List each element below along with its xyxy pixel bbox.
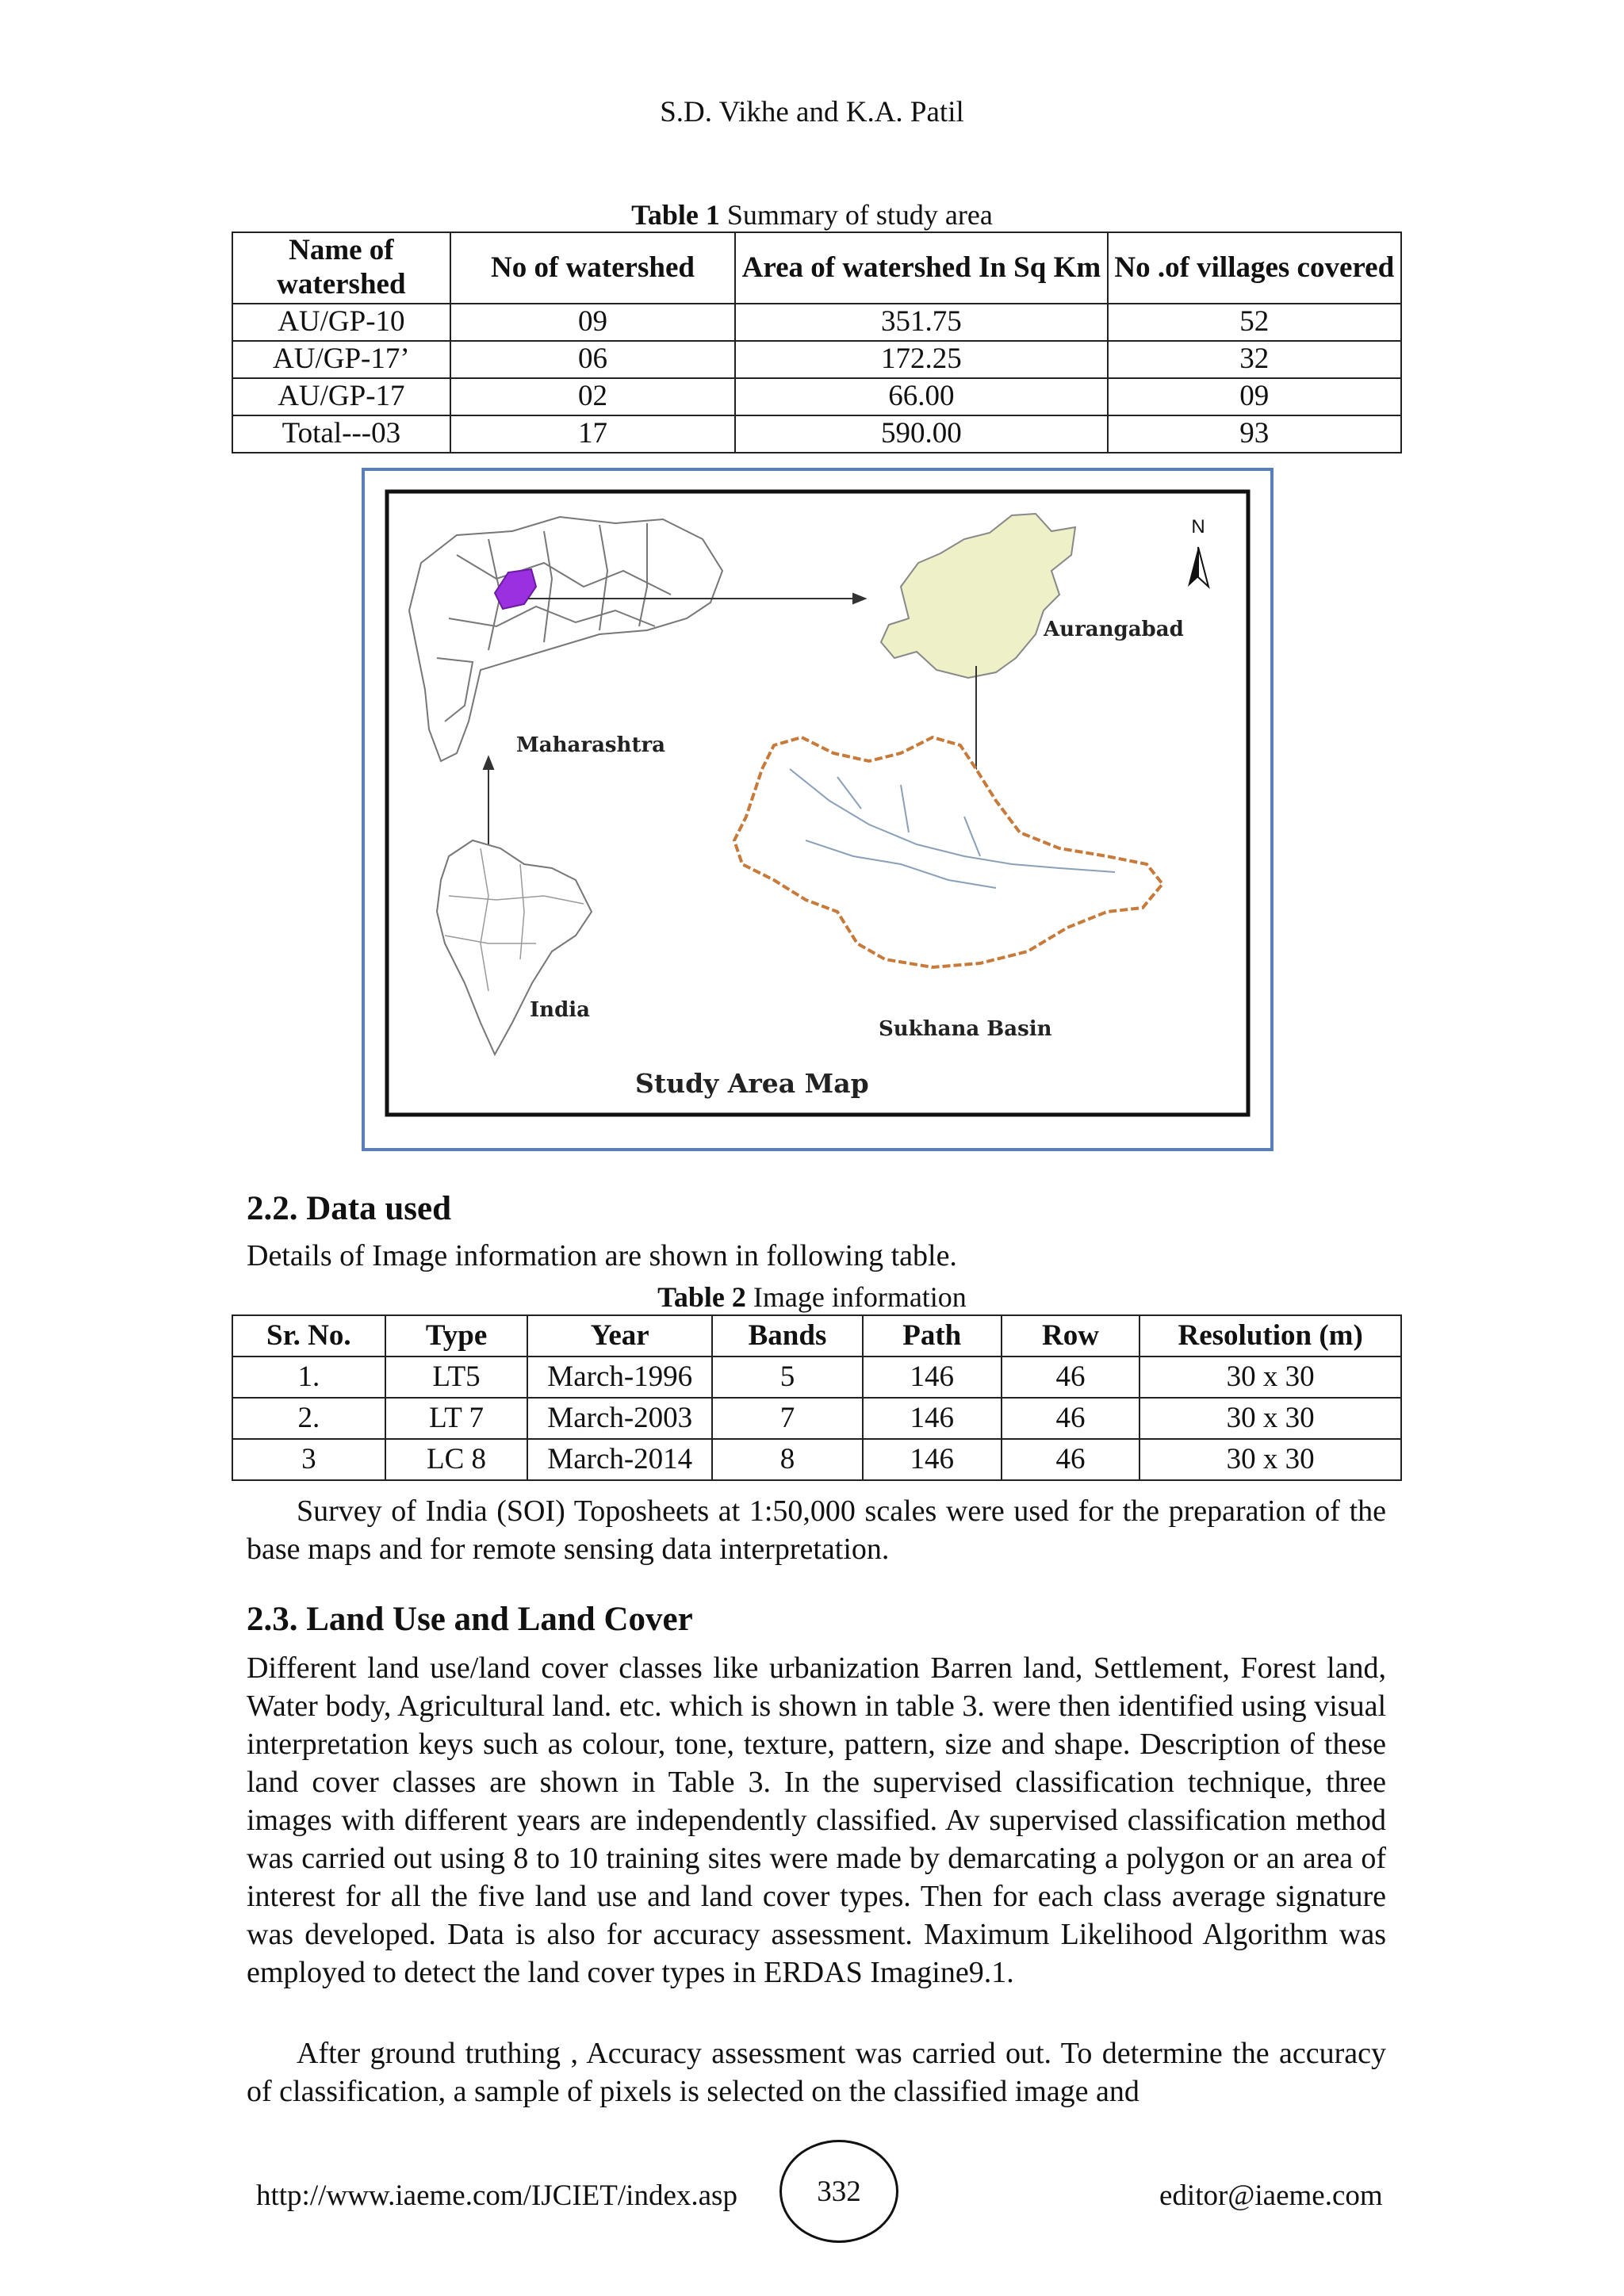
study-area-map-figure [362,468,1274,1151]
table-cell: LC 8 [385,1439,528,1480]
table-cell: 3 [232,1439,385,1480]
label-india: India [530,998,590,1022]
table-cell: 09 [1108,378,1401,415]
page-number: 332 [779,2140,898,2243]
label-sukhana-basin: Sukhana Basin [879,1017,1052,1041]
table-cell: March-2003 [527,1398,712,1439]
table2-header: Year [527,1315,712,1357]
table1-caption [0,198,1624,232]
table-row [232,1357,1401,1398]
table2-caption-text: Image information [745,1281,967,1313]
table-cell: 32 [1108,341,1401,378]
table1 [232,232,1402,453]
label-aurangabad: Aurangabad [1044,618,1184,641]
footer-url-link[interactable]: http://www.iaeme.com/IJCIET/index.asp [256,2179,737,2212]
table-cell: LT5 [385,1357,528,1398]
table-row [232,341,1401,378]
table-cell: AU/GP-10 [232,304,450,341]
table1-header-row [232,232,1401,304]
table-cell: 46 [1002,1357,1140,1398]
land-use-paragraph-2: After ground truthing , Accuracy assessment was carried out. To determine the accuracy of classification, a sample of pixels is selected on the classified image and [247,2037,1386,2108]
table-cell: Total---03 [232,415,450,453]
table-cell: 30 x 30 [1139,1439,1401,1480]
table-cell: 5 [712,1357,863,1398]
north-label: N [1191,516,1205,538]
table-cell: 09 [450,304,736,341]
table-cell: 93 [1108,415,1401,453]
table-cell: 1. [232,1357,385,1398]
table1-caption-text: Summary of study area [719,199,993,231]
table2-header: Resolution (m) [1139,1315,1401,1357]
table2-header: Bands [712,1315,863,1357]
table-cell: 66.00 [735,378,1107,415]
table-cell: 2. [232,1398,385,1439]
section-heading-data-used: 2.2. Data used [247,1190,452,1227]
study-area-map [362,468,1274,1151]
running-header: S.D. Vikhe and K.A. Patil [660,96,964,128]
table2-header-row [232,1315,1401,1357]
table-row [232,304,1401,341]
table-cell: 30 x 30 [1139,1398,1401,1439]
table-cell: 46 [1002,1398,1140,1439]
section-heading-land-use: 2.3. Land Use and Land Cover [247,1601,693,1638]
table2-header: Type [385,1315,528,1357]
table1-header: Area of watershed In Sq Km [735,232,1107,304]
table1-header: No of watershed [450,232,736,304]
table-cell: 30 x 30 [1139,1357,1401,1398]
table-cell: 590.00 [735,415,1107,453]
table-cell: 7 [712,1398,863,1439]
table-row [232,378,1401,415]
table-cell: AU/GP-17 [232,378,450,415]
label-maharashtra: Maharashtra [516,733,666,757]
table1-caption-label: Table 1 [631,199,720,231]
data-used-intro: Details of Image information are shown in following table. [247,1239,957,1272]
table-cell: 52 [1108,304,1401,341]
table-cell: 02 [450,378,736,415]
table-cell: 06 [450,341,736,378]
table-cell: 8 [712,1439,863,1480]
table2-header: Path [863,1315,1002,1357]
table-cell: March-2014 [527,1439,712,1480]
table-cell: March-1996 [527,1357,712,1398]
table-cell: LT 7 [385,1398,528,1439]
table2-caption [0,1280,1624,1314]
table1-header: Name of watershed [232,232,450,304]
table-cell: 146 [863,1439,1002,1480]
soi-paragraph: Survey of India (SOI) Toposheets at 1:50,000 scales were used for the preparation of the base maps and for remote sensing data interpretation. [247,1494,1386,1566]
land-use-paragraph-1: Different land use/land cover classes like urbanization Barren land, Settlement, Forest land, Water body, Agricultural land. etc. which is shown in table 3. were then identified using visual interpretation keys such as colour, tone, texture, pattern, size and shape. Description of these land cover classes are shown in Table 3. In the supervised classification technique, three images with different years are independently classified. Av supervised classification method was carried out using 8 to 10 training sites were made by demarcating a polygon or an area of interest for all the five land use and land cover types. Then for each class average signature was developed. Data is also for accuracy assessment. Maximum Likelihood Algorithm was employed to detect the land cover types in ERDAS Imagine9.1. [247,1651,1386,1989]
table-cell: 146 [863,1357,1002,1398]
table2-caption-label: Table 2 [657,1281,746,1313]
footer-email-link[interactable]: editor@iaeme.com [1159,2179,1383,2212]
table-cell: 146 [863,1398,1002,1439]
table-row [232,1439,1401,1480]
table-cell: 172.25 [735,341,1107,378]
table-cell: AU/GP-17’ [232,341,450,378]
table2-header: Sr. No. [232,1315,385,1357]
table-cell: 17 [450,415,736,453]
map-title: Study Area Map [635,1068,869,1099]
table-row [232,1398,1401,1439]
table-row [232,415,1401,453]
table2-header: Row [1002,1315,1140,1357]
table2 [232,1314,1402,1481]
table1-header: No .of villages covered [1108,232,1401,304]
table-cell: 46 [1002,1439,1140,1480]
table-cell: 351.75 [735,304,1107,341]
